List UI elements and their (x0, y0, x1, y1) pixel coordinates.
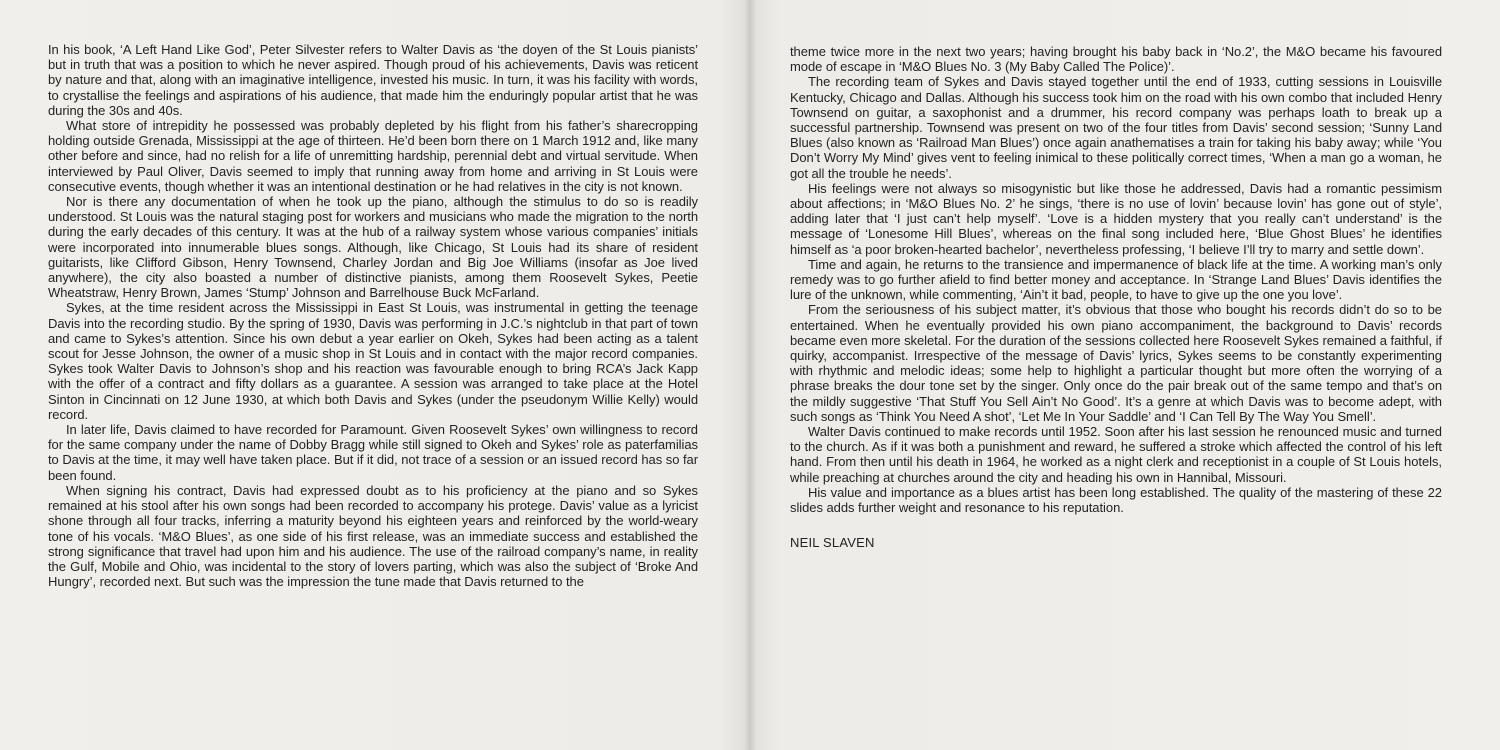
body-paragraph: What store of intrepidity he possessed was probably depleted by his flight from his father’s sharecropping holding outside Grenada, Mississippi at the age of thirteen. He’d been born there on 1 March 1912 and, like many other before and since, had no relish for a life of unremitting hardship, perennial debt and virtual servitude. When interviewed by Paul Oliver, Davis seemed to imply that running away from home and arriving in St Louis were consecutive events, though whether it was an intentional destination or he had relatives in the city is not known. (48, 118, 698, 194)
right-page-text-column (790, 44, 1442, 550)
body-paragraph: The recording team of Sykes and Davis stayed together until the end of 1933, cutting sessions in Louisville Kentucky, Chicago and Dallas. Although his success took him on the road with his own combo that included Henry Townsend on guitar, a saxophonist and a drummer, his record company was perhaps loath to break up a successful partnership. Townsend was present on two of the four titles from Davis’ second session; ‘Sunny Land Blues (also known as ‘Railroad Man Blues’) once again anathematises a train for taking his baby away; while ‘You Don’t Worry My Mind’ gives vent to feeling inimical to these politically correct times, ‘When a man go a woman, he got all the trouble he needs’. (790, 74, 1442, 181)
body-paragraph: From the seriousness of his subject matter, it’s obvious that those who bought his records didn’t do so to be entertained. When he eventually provided his own piano accompaniment, the background to Davis’ records became even more skeletal. For the duration of the sessions collected here Roosevelt Sykes remained a faithful, if quirky, accompanist. Irrespective of the message of Davis’ lyrics, Sykes seems to be constantly experimenting with rhythmic and melodic ideas; some help to highlight a particular thought but more often the worrying of a phrase breaks the dour tone set by the singer. Only once do the pair break out of the same tempo and that’s on the mildly suggestive ‘That Stuff You Sell Ain’t No Good’. It’s a genre at which Davis was to become adept, with such songs as ‘Think You Need A shot’, ‘Let Me In Your Saddle’ and ‘I Can Tell By The Way You Smell’. (790, 302, 1442, 424)
body-paragraph: theme twice more in the next two years; having brought his baby back in ‘No.2’, the M&O became his favoured mode of escape in ‘M&O Blues No. 3 (My Baby Called The Police)’. (790, 44, 1442, 75)
body-paragraph: Sykes, at the time resident across the Mississippi in East St Louis, was instrumental in getting the teenage Davis into the recording studio. By the spring of 1930, Davis was performing in J.C.’s nightclub in that part of town and came to Sykes’s attention. Since his own debut a year earlier on Okeh, Sykes had been acting as a talent scout for Jesse Johnson, the owner of a music shop in St Louis and in contact with the major record companies. Sykes took Walter Davis to Johnson’s shop and his reaction was favourable enough to bring RCA’s Jack Kapp with the offer of a contract and fifty dollars as a guarantee. A session was arranged to take place at the Hotel Sinton in Cincinnati on 12 June 1930, at which both Davis and Sykes (under the pseudonym Willie Kelly) would record. (48, 300, 698, 422)
author-signature: NEIL SLAVEN (790, 535, 875, 551)
body-paragraph: His feelings were not always so misogynistic but like those he addressed, Davis had a romantic pessimism about affections; in ‘M&O Blues No. 2’ he sings, ‘there is no use of lovin’ because lovin’ has gone out of style’, adding later that ‘I just can’t help myself’. ‘Love is a hidden mystery that you really can’t understand’ is the message of ‘Lonesome Hill Blues’, whereas on the final song included here, ‘Blue Ghost Blues’ he identifies himself as ‘a poor broken-hearted bachelor’, nevertheless professing, ‘I believe I’ll try to marry and settle down’. (790, 180, 1442, 257)
body-paragraph: Time and again, he returns to the transience and impermanence of black life at the time. A working man’s only remedy was to go further afield to find better money and acceptance. In ‘Strange Land Blues’ Davis identifies the lure of the unknown, while commenting, ‘Ain’t it bad, people, to have to give up the one you love’. (790, 256, 1442, 303)
left-page (0, 0, 748, 750)
body-paragraph: Nor is there any documentation of when he took up the piano, although the stimulus to do so is readily understood. St Louis was the natural staging post for workers and musicians who made the migration to the north during the early decades of this century. It was at the hub of a railway system whose various companies’ initials were incorporated into innumerable blues songs. Although, like Chicago, St Louis had its share of resident guitarists, like Clifford Gibson, Henry Townsend, Charley Jordan and Big Joe Williams (insofar as Joe lived anywhere), the city also boasted a number of distinctive pianists, among them Roosevelt Sykes, Peetie Wheatstraw, Henry Brown, James ‘Stump’ Johnson and Barrelhouse Buck McFarland. (48, 194, 698, 301)
body-paragraph: When signing his contract, Davis had expressed doubt as to his proficiency at the piano and so Sykes remained at his stool after his own songs had been recorded to accompany his protege. Davis’ value as a lyricist shone through all four tracks, inferring a maturity beyond his eighteen years and reinforced by the world-weary tone of his vocals. ‘M&O Blues’, as one side of his first release, was an immediate success and established the strong significance that travel had upon him and his audience. The use of the railroad company’s name, in reality the Gulf, Mobile and Ohio, was incidental to the story of lovers parting, which was also the subject of ‘Broke And Hungry’, recorded next. But such was the impression the tune made that Davis returned to the (48, 482, 698, 590)
body-paragraph: His value and importance as a blues artist has been long established. The quality of the mastering of these 22 slides adds further weight and resonance to his reputation. (790, 484, 1442, 516)
body-paragraph: In later life, Davis claimed to have recorded for Paramount. Given Roosevelt Sykes’ own willingness to record for the same company under the name of Dobby Bragg while still signed to Okeh and Sykes’ role as paterfamilias to Davis at the time, it may well have taken place. But if it did, not trace of a session or an issued record has so far been found. (48, 422, 698, 483)
body-paragraph: Walter Davis continued to make records until 1952. Soon after his last session he renounced music and turned to the church. As if it was both a punishment and reward, he suffered a stroke which affected the control of his left hand. From then until his death in 1964, he worked as a night clerk and receptionist in a couple of St Louis hotels, while preaching at churches around the city and heading his own in Hannibal, Missouri. (790, 424, 1442, 485)
right-page (752, 0, 1500, 750)
body-paragraph: In his book, ‘A Left Hand Like God’, Peter Silvester refers to Walter Davis as ‘the doyen of the St Louis pianists’ but in truth that was a position to which he never aspired. Though proud of his achievements, Davis was reticent by nature and that, along with an imaginative intelligence, invested his music. In turn, it was his facility with words, to crystallise the feelings and aspirations of his audience, that made him the enduringly popular artist that he was during the 30s and 40s. (48, 42, 698, 118)
left-page-text-column (48, 42, 698, 589)
